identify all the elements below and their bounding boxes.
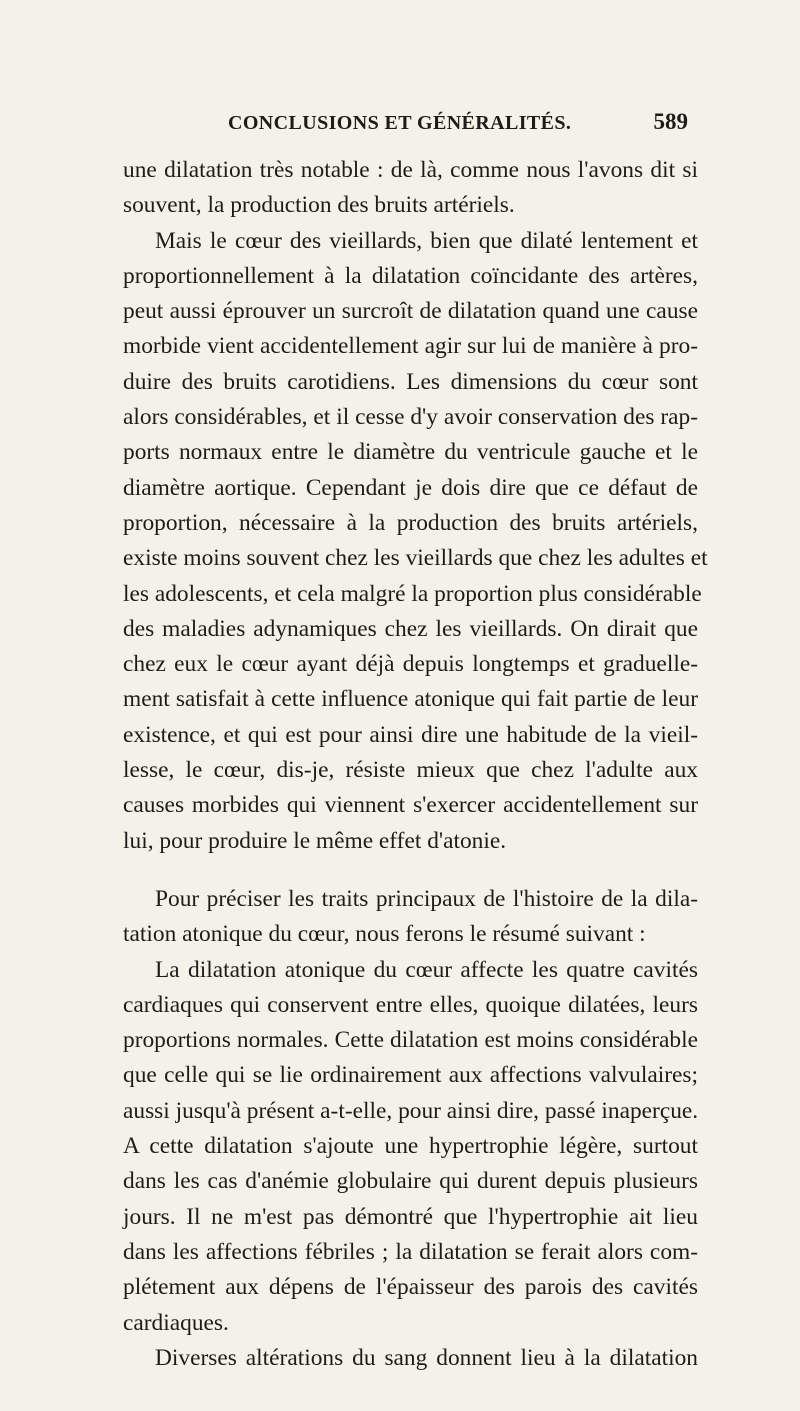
paragraph [123, 1341, 698, 1376]
text-line: jours. Il ne m'est pas démontré que l'hypertrophie ait lieu [123, 1203, 698, 1230]
text-line: alors considérables, et il cesse d'y avoir conservation des rap- [123, 404, 698, 431]
text-line: A cette dilatation s'ajoute une hypertrophie légère, surtout [123, 1133, 698, 1160]
text-line: aussi jusqu'à présent a-t-elle, pour ainsi dire, passé inaperçue. [123, 1097, 699, 1124]
running-head [228, 109, 688, 142]
text-line: Pour préciser les traits principaux de l'histoire de la dila- [155, 885, 698, 912]
paragraph [123, 953, 698, 1341]
text-line: proportion, nécessaire à la production des bruits artériels, [123, 509, 698, 536]
text-line: peut aussi éprouver un surcroît de dilatation quand une cause [123, 298, 698, 325]
text-line: des maladies adynamiques chez les vieillards. On dirait que [123, 615, 698, 642]
text-line: proportionnellement à la dilatation coïncidante des artères, [123, 262, 698, 289]
body-text [123, 153, 708, 1376]
page-number: 589 [653, 109, 688, 134]
running-title: CONCLUSIONS ET GÉNÉRALITÉS. [228, 112, 572, 134]
text-line: plétement aux dépens de l'épaisseur des parois des cavités [123, 1274, 698, 1301]
text-line: tation atonique du cœur, nous ferons le résumé suivant : [123, 921, 646, 948]
text-line: dans les affections fébriles ; la dilatation se ferait alors com- [123, 1238, 698, 1265]
paragraph [123, 882, 698, 953]
text-line: cardiaques qui conservent entre elles, quoique dilatées, leurs [123, 991, 698, 1018]
text-line: que celle qui se lie ordinairement aux affections valvulaires; [123, 1062, 698, 1089]
text-line: ment satisfait à cette influence atonique qui fait partie de leur [123, 686, 698, 713]
text-line: cardiaques. [123, 1309, 229, 1336]
text-line: lui, pour produire le même effet d'atonie. [123, 827, 507, 854]
text-line: morbide vient accidentellement agir sur lui de manière à pro- [123, 333, 698, 360]
text-line: dans les cas d'anémie globulaire qui durent depuis plusieurs [123, 1168, 698, 1195]
text-line: Mais le cœur des vieillards, bien que dilaté lentement et [155, 227, 698, 254]
text-line: existence, et qui est pour ainsi dire une habitude de la vieil- [123, 721, 698, 748]
paragraph [123, 224, 708, 859]
text-line: ports normaux entre le diamètre du ventricule gauche et le [123, 439, 698, 466]
text-line: duire des bruits carotidiens. Les dimensions du cœur sont [123, 368, 698, 395]
text-line: chez eux le cœur ayant déjà depuis longtemps et graduelle- [123, 651, 698, 678]
text-line: La dilatation atonique du cœur affecte les quatre cavités [155, 956, 698, 983]
text-line: Diverses altérations du sang donnent lieu à la dilatation [155, 1344, 698, 1371]
text-line: existe moins souvent chez les vieillards que chez les adultes et [123, 545, 708, 572]
text-line: diamètre aortique. Cependant je dois dire que ce défaut de [123, 474, 698, 501]
paragraph [123, 153, 698, 224]
text-line: proportions normales. Cette dilatation est moins considérable [123, 1027, 698, 1054]
text-line: les adolescents, et cela malgré la proportion plus considérable [123, 580, 702, 607]
text-line: lesse, le cœur, dis-je, résiste mieux que chez l'adulte aux [123, 757, 698, 784]
text-line: souvent, la production des bruits artériels. [123, 192, 515, 219]
text-line: une dilatation très notable : de là, comme nous l'avons dit si [123, 157, 698, 183]
paragraph-gap [123, 859, 698, 882]
text-line: causes morbides qui viennent s'exercer accidentellement sur [123, 792, 698, 819]
